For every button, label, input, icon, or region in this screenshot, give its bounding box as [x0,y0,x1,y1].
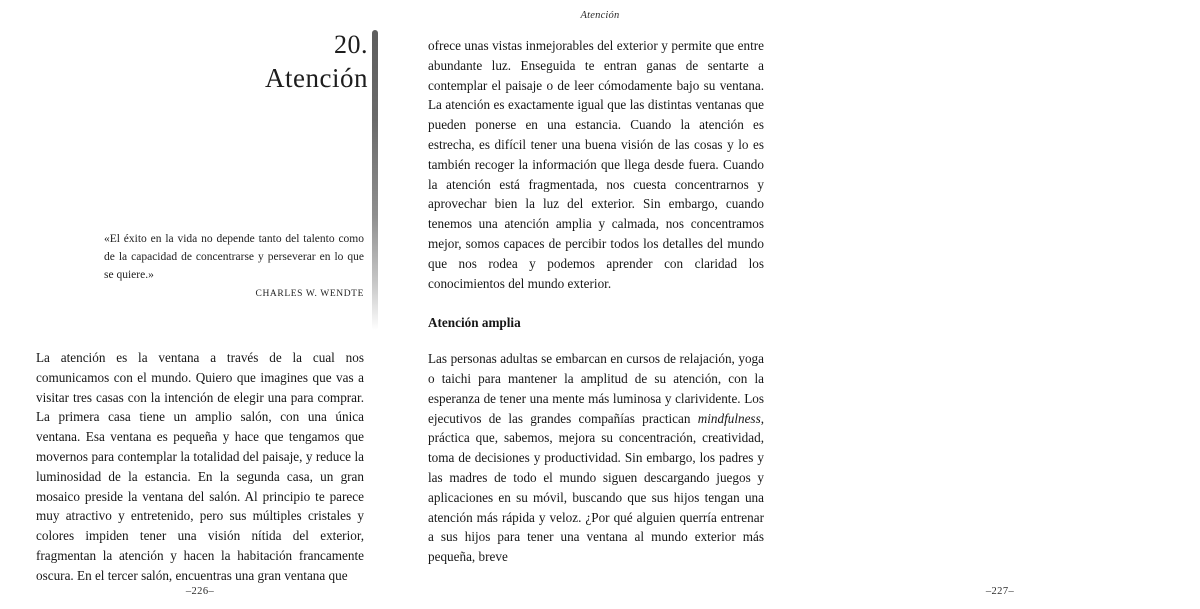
left-page [0,0,400,609]
body-paragraph-2-part-a: Las personas adultas se embarcan en cursos de relajación, yoga o taichi para mantener la amplitud de su atención, con la esperanza de tener una mente más luminosa y clarividente. Los ejecutivos de las grandes compañías practican [428,351,764,426]
right-page-body [428,36,764,567]
body-paragraph-2 [428,349,764,567]
emphasis-mindfulness: mindfulness [697,410,761,426]
chapter-decorative-rule [372,30,378,330]
chapter-heading [265,30,368,95]
body-paragraph-1: ofrece unas vistas inmejorables del exterior y permite que entre abundante luz. Enseguida te entran ganas de sentarte a contemplar el paisaje o de leer cómodamente bajo su ventana. La atención es exactamente igual que las distintas ventanas que pueden ponerse en una estancia. Cuando la atención es estrecha, es difícil tener una buena visión de las cosas y lo es también recoger la información que llega desde fuera. Cuando la atención está fragmentada, nos cuesta concentrarnos y aprovechar bien la luz del exterior. Sin embargo, cuando tenemos una atención amplia y calmada, nos concentramos mejor, somos capaces de percibir todos los detalles del mundo que nos rodea y podemos aprender con claridad los conocimientos del mundo exterior. [428,38,764,291]
epigraph-text: «El éxito en la vida no depende tanto del talento como de la capacidad de concentrarse y perseverar en lo que se quiere.» [104,233,364,282]
chapter-title: Atención [265,62,368,93]
page-number-left: –226– [185,586,215,597]
page-number-right: –227– [985,586,1015,597]
body-paragraph-2-part-b: , práctica que, sabemos, mejora su concentración, creatividad, toma de decisiones y productividad. Sin embargo, los padres y las madres de todo el mundo siguen descargando juegos y aplicaciones en su móvil, buscando que sus hijos tengan una atención más rápida y veloz. ¿Por qué alguien querría entrenar a sus hijos para tener una ventana al mundo exterior más pequeña, breve [428,410,764,565]
epigraph-attribution: CHARLES W. WENDTE [255,289,364,300]
chapter-number: 20. [334,30,368,59]
left-page-body-text: La atención es la ventana a través de la cual nos comunicamos con el mundo. Quiero que imagines que vas a visitar tres casas con la intención de elegir una para comprar. La primera casa tiene un amplio salón, con una única ventana. Esa ventana es pequeña y hace que tengamos que movernos para contemplar la totalidad del paisaje, y reduce la luminosidad de la estancia. En la segunda casa, un gran mosaico preside la ventana del salón. Al principio te parece muy atractivo y entretenido, pero sus múltiples cristales y colores impiden tener una visión nítida del exterior, fragmentan la atención y hacen la habitación francamente oscura. En el tercer salón, encuentras una gran ventana que [36,350,364,583]
section-heading: Atención amplia [428,315,521,331]
running-head: Atención [580,10,620,21]
epigraph [104,230,364,302]
right-page [400,0,1015,609]
